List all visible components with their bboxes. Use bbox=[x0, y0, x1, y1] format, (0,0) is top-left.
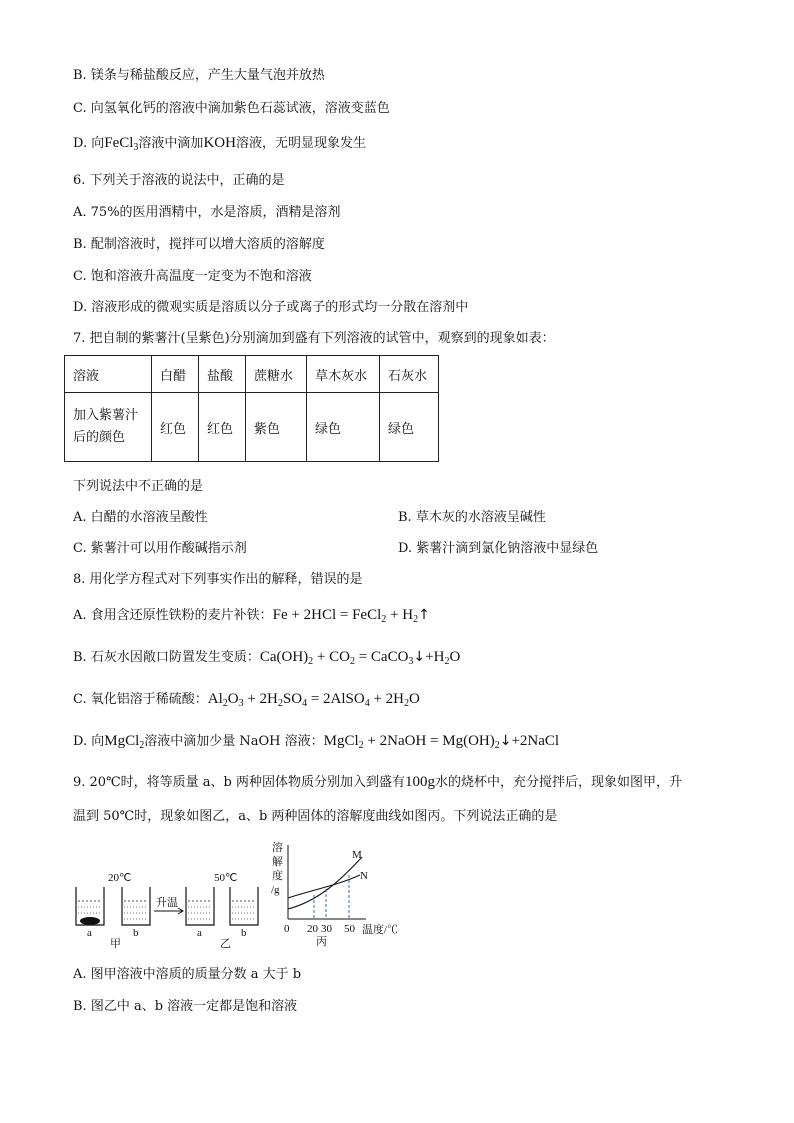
beaker-label-b: b bbox=[133, 927, 139, 939]
q9-option-a: A. 图甲溶液中溶质的质量分数 a 大于 b bbox=[73, 967, 302, 982]
q8-equation-b: $Ca(OH)_2 + CO_2$ = $CaCO_3↓+H_2O$ bbox=[259, 649, 461, 667]
q5-option-d: D. 向FeCl$_3$溶液中滴加KOH溶液，无明显现象发生 bbox=[73, 135, 366, 153]
x-axis-label: 温度/℃ bbox=[362, 924, 399, 936]
temp-label-jia: 20℃ bbox=[108, 872, 132, 884]
curve-m-label: M bbox=[352, 849, 362, 861]
q5-option-c: C. 向氢氧化钙的溶液中滴加紫色石蕊试液，溶液变蓝色 bbox=[73, 101, 390, 116]
q6-option-a: A. 75%的医用酒精中，水是溶质，酒精是溶剂 bbox=[73, 205, 341, 220]
beaker-label-b-yi: b bbox=[241, 927, 247, 939]
q8-option-c: C. 氧化铝溶于稀硫酸：$Al_2O_3 + 2H_2SO_4$ = 2AlSO$_4$ + $2H_2O$ bbox=[73, 691, 420, 709]
q7-stem: 7. 把自制的紫薯汁(呈紫色)分别滴加到盛有下列溶液的试管中，观察到的现象如表： bbox=[73, 331, 555, 346]
q7-option-d: D. 紫薯汁滴到氯化钠溶液中显绿色 bbox=[398, 541, 599, 556]
q9-figure bbox=[70, 835, 410, 950]
q9-option-b: B. 图乙中 a、b 溶液一定都是饱和溶液 bbox=[73, 999, 298, 1014]
curve-m bbox=[288, 857, 362, 909]
q7-header-cell: 溶液 bbox=[65, 356, 152, 393]
curve-n-label: N bbox=[360, 870, 368, 882]
caption-yi: 乙 bbox=[220, 938, 231, 950]
q7-cell: 红色 bbox=[152, 393, 199, 462]
q8-equation-d: MgCl$_2$ + 2NaOH = $Mg(OH)_2↓+2NaCl$ bbox=[323, 733, 560, 751]
q8-option-d: D. 向MgCl$_2$溶液中滴加少量 NaOH 溶液：MgCl$_2$ + 2NaOH = $Mg(OH)_2↓+2NaCl$ bbox=[73, 733, 560, 751]
beaker-label-a: a bbox=[87, 927, 92, 939]
solubility-chart bbox=[271, 840, 398, 948]
caption-bing: 丙 bbox=[316, 936, 327, 948]
q7-header-cell: 盐酸 bbox=[199, 356, 246, 393]
beaker-b-jia bbox=[122, 887, 150, 925]
q9-stem-line1: 9. 20℃时，将等质量 a、b 两种固体物质分别加入到盛有100g水的烧杯中，充分搅拌后，现象如图甲，升 bbox=[73, 774, 682, 790]
y-label-1: 溶 bbox=[272, 842, 283, 854]
undissolved-solid bbox=[80, 917, 100, 925]
q6-option-b: B. 配制溶液时，搅拌可以增大溶质的溶解度 bbox=[73, 237, 325, 252]
tick-30: 30 bbox=[321, 923, 332, 935]
q7-header-cell: 白醋 bbox=[152, 356, 199, 393]
y-label-2: 解 bbox=[272, 856, 283, 868]
q6-stem: 6. 下列关于溶液的说法中，正确的是 bbox=[73, 173, 285, 188]
q6-option-c: C. 饱和溶液升高温度一定变为不饱和溶液 bbox=[73, 269, 312, 284]
q7-table bbox=[64, 355, 439, 462]
q7-row-label: 加入紫薯汁 后的颜色 bbox=[65, 393, 152, 462]
q7-header-cell: 石灰水 bbox=[380, 356, 439, 393]
q8-equation-c: $Al_2O_3 + 2H_2SO_4$ = 2AlSO$_4$ + $2H_2O$ bbox=[207, 691, 420, 709]
q7-option-c: C. 紫薯汁可以用作酸碱指示剂 bbox=[73, 541, 247, 556]
tick-20: 20 bbox=[307, 923, 318, 935]
temp-label-yi: 50℃ bbox=[214, 872, 238, 884]
q7-header-cell: 草木灰水 bbox=[307, 356, 380, 393]
q7-cell: 紫色 bbox=[246, 393, 307, 462]
beaker-a-yi bbox=[186, 887, 214, 925]
q7-header-cell: 蔗糖水 bbox=[246, 356, 307, 393]
y-label-3: 度 bbox=[272, 870, 283, 882]
q7-cell: 绿色 bbox=[380, 393, 439, 462]
q8-option-b: B. 石灰水因敞口防置发生变质：$Ca(OH)_2 + CO_2$ = $CaCO_3↓+H_2O$ bbox=[73, 649, 461, 667]
q9-stem-line2: 温到 50℃时，现象如图乙，a、b 两种固体的溶解度曲线如图丙。下列说法正确的是 bbox=[73, 809, 558, 824]
q8-stem: 8. 用化学方程式对下列事实作出的解释，错误的是 bbox=[73, 572, 363, 587]
caption-jia: 甲 bbox=[110, 938, 121, 950]
heat-label: 升温 bbox=[156, 897, 178, 909]
q7-option-a: A. 白醋的水溶液呈酸性 bbox=[73, 510, 208, 525]
q8-equation-a: Fe + 2HCl = FeCl$_2$ + $H_2↑$ bbox=[272, 607, 430, 625]
y-label-4: /g bbox=[271, 884, 280, 896]
q7-sub-stem: 下列说法中不正确的是 bbox=[73, 479, 204, 494]
q6-option-d: D. 溶液形成的微观实质是溶质以分子或离子的形式均一分散在溶剂中 bbox=[73, 300, 469, 315]
q7-option-b: B. 草木灰的水溶液呈碱性 bbox=[398, 510, 546, 525]
beaker-b-yi bbox=[230, 887, 258, 925]
tick-0: 0 bbox=[284, 923, 290, 935]
q8-option-a: A. 食用含还原性铁粉的麦片补铁：Fe + 2HCl = FeCl$_2$ + $H_2↑$ bbox=[73, 607, 430, 625]
q7-cell: 红色 bbox=[199, 393, 246, 462]
beaker-a-jia bbox=[76, 887, 104, 925]
q5-option-b: B. 镁条与稀盐酸反应，产生大量气泡并放热 bbox=[73, 68, 325, 83]
q7-cell: 绿色 bbox=[307, 393, 380, 462]
beaker-label-a-yi: a bbox=[197, 927, 202, 939]
tick-50: 50 bbox=[344, 923, 355, 935]
